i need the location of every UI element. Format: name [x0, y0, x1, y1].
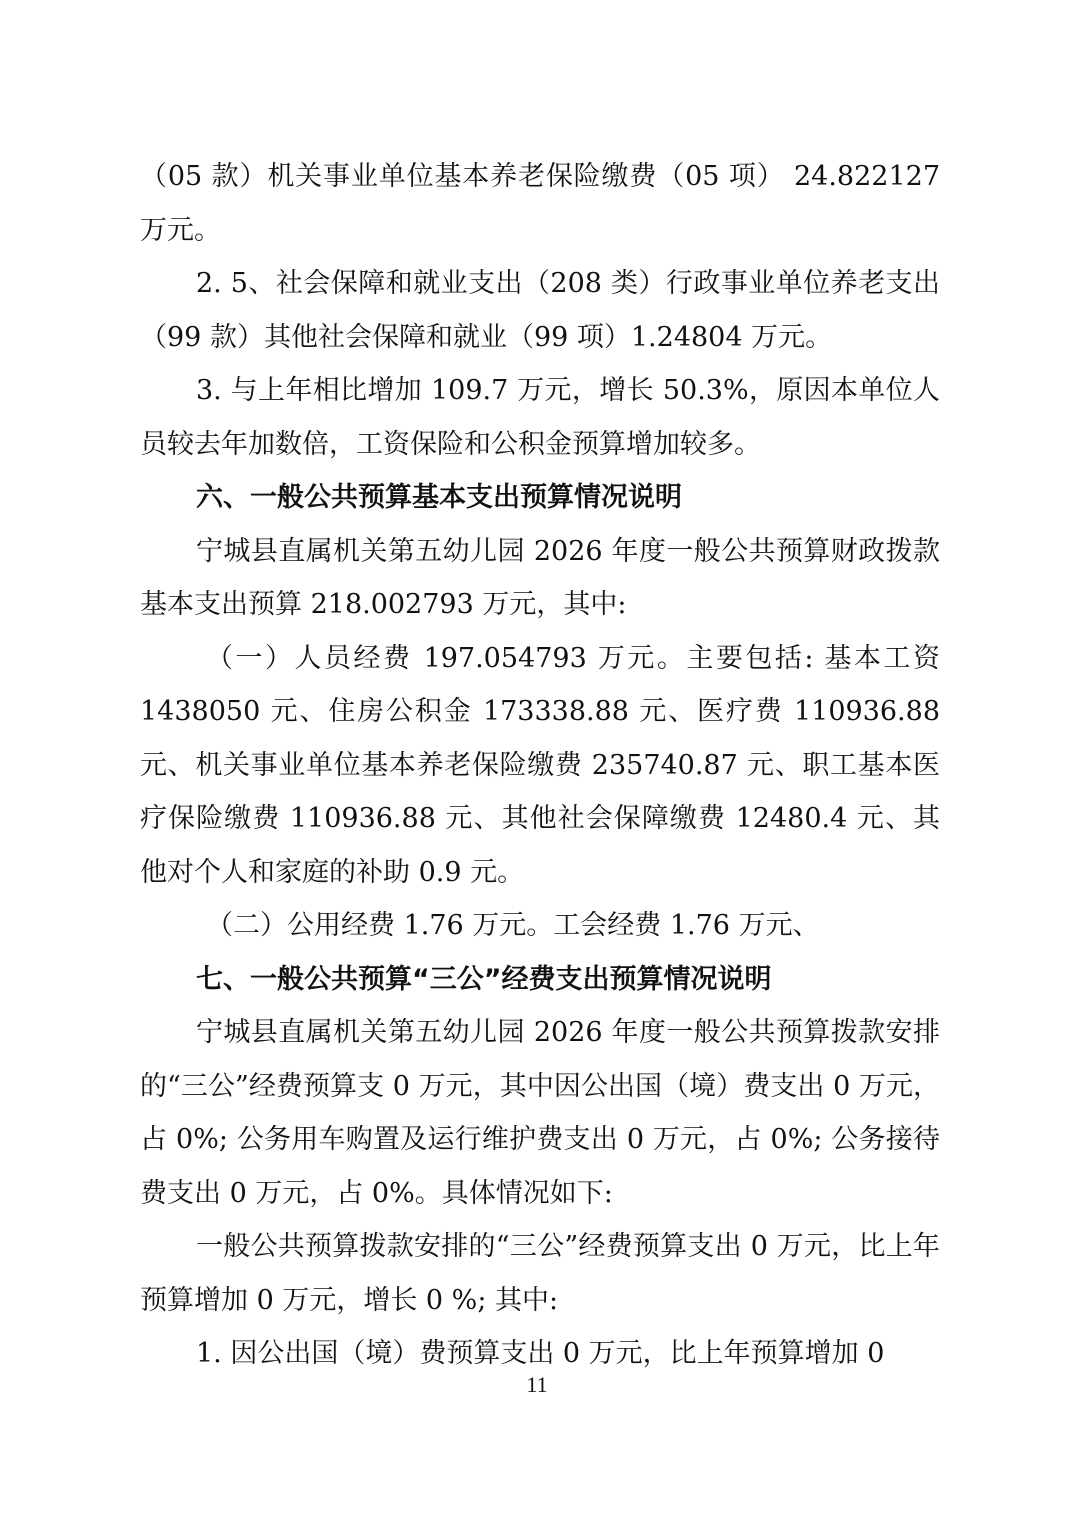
paragraph-three-public-total: 宁城县直属机关第五幼儿园 2026 年度一般公共预算拨款安排的“三公”经费预算支 0 万元，其中因公出国（境）费支出 0 万元，占 0%; 公务用车购置及运行维护费支出 0 万元，占 0%; 公务接待费支出 0 万元，占 0%。具体情况如下: — [140, 1017, 940, 1209]
page-number: 11 — [526, 1372, 548, 1397]
paragraph-public-costs: （二）公用经费 1.76 万元。工会经费 1.76 万元、 — [206, 910, 820, 941]
document-body — [140, 150, 940, 1381]
paragraph-three-public-comparison: 一般公共预算拨款安排的“三公”经费预算支出 0 万元，比上年预算增加 0 万元，增长 0 %; 其中: — [140, 1231, 940, 1316]
paragraph-overseas-travel: 1. 因公出国（境）费预算支出 0 万元，比上年预算增加 0 — [196, 1338, 885, 1369]
heading-three-public: 七、一般公共预算“三公”经费支出预算情况说明 — [196, 963, 772, 995]
paragraph-yoy-change: 3. 与上年相比增加 109.7 万元，增长 50.3%，原因本单位人员较去年加数倍，工资保险和公积金预算增加较多。 — [140, 375, 940, 460]
paragraph-personnel-costs: （一）人员经费 197.054793 万元。主要包括: 基本工资 1438050 元、住房公积金 173338.88 元、医疗费 110936.88 元、机关事业单位基本养老保险缴费 235740.87 元、职工基本医疗保险缴费 110936.88 元、其他社会保障缴费 12480.4 元、其他对个人和家庭的补助 0.9 元。 — [140, 642, 940, 888]
paragraph-pension-contribution: （05 款）机关事业单位基本养老保险缴费（05 项） 24.822127 万元。 — [140, 161, 940, 246]
heading-basic-expenditure: 六、一般公共预算基本支出预算情况说明 — [196, 482, 682, 513]
paragraph-social-security: 2. 5、社会保障和就业支出（208 类）行政事业单位养老支出（99 款）其他社会保障和就业（99 项）1.24804 万元。 — [140, 268, 940, 353]
paragraph-basic-expenditure-total: 宁城县直属机关第五幼儿园 2026 年度一般公共预算财政拨款基本支出预算 218.002793 万元，其中: — [140, 535, 940, 620]
